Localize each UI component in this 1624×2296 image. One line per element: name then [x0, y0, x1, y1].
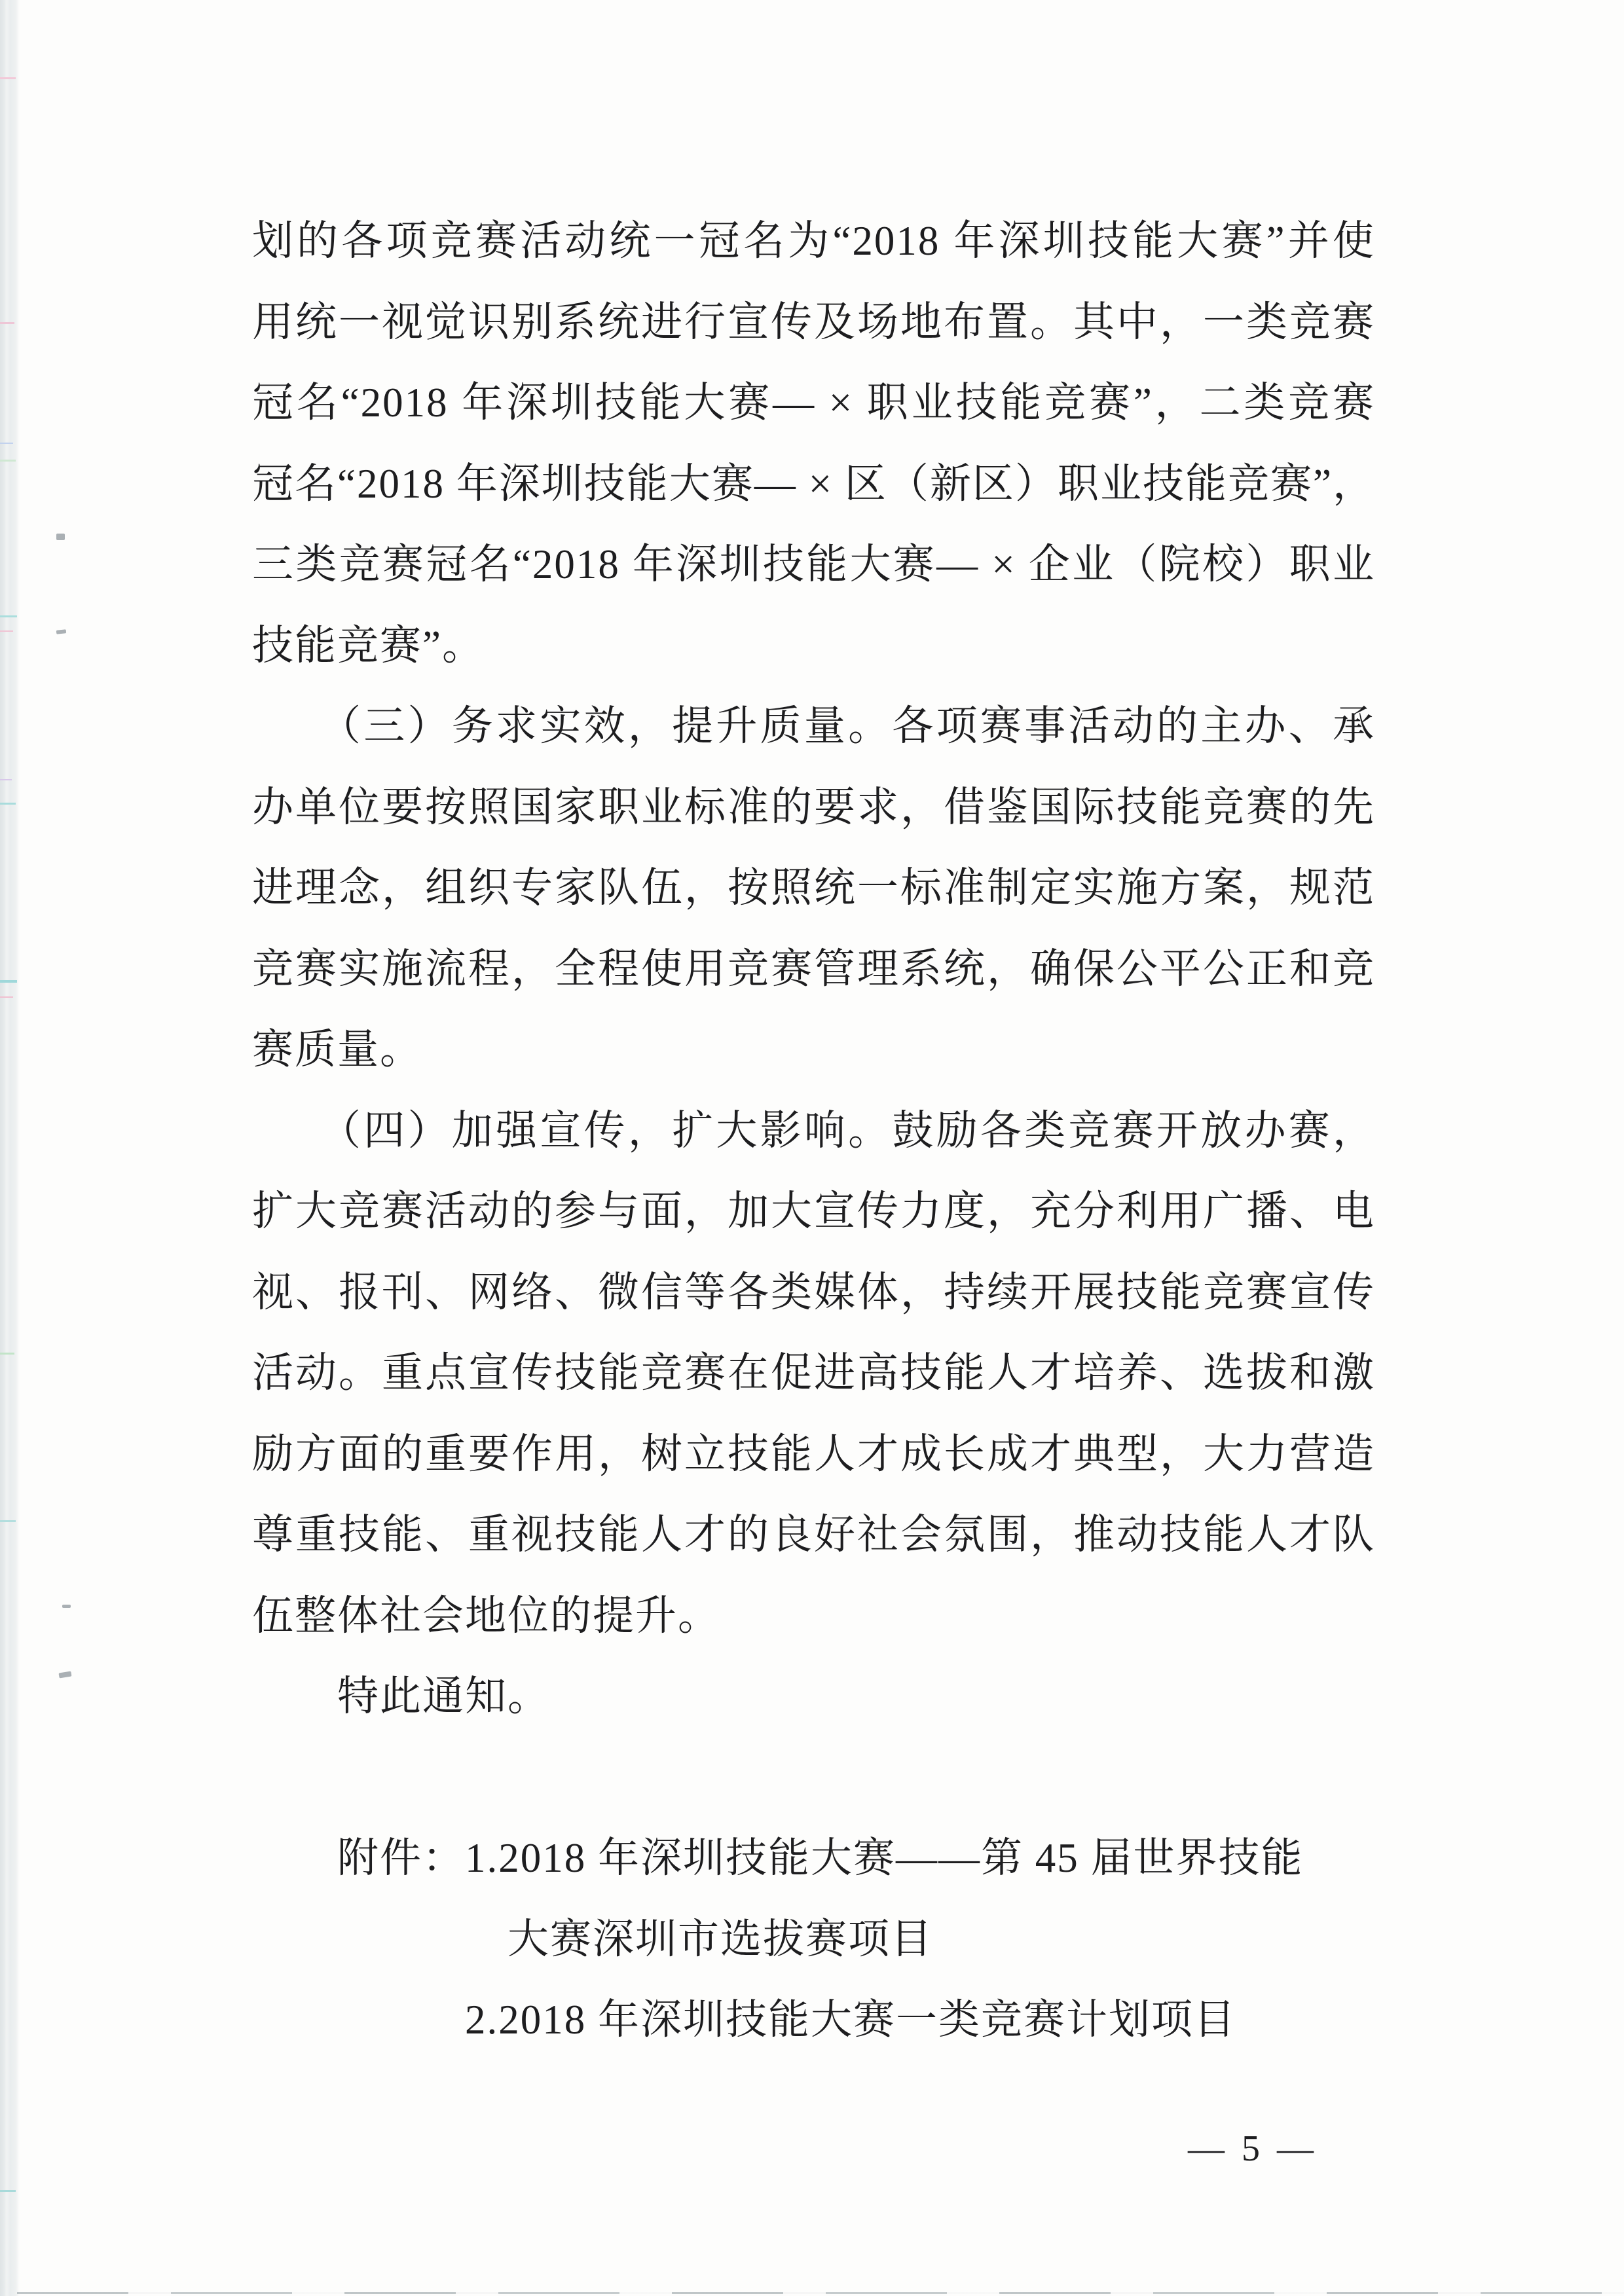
scan-fleck	[0, 803, 16, 805]
text-line: 励方面的重要作用，树立技能人才成长成才典型，大力营造	[252, 1430, 1375, 1477]
scan-fleck	[0, 1520, 16, 1522]
text-line: 伍整体社会地位的提升。	[252, 1592, 720, 1639]
text-line: 特此通知。	[252, 1673, 550, 1719]
text-line: 冠名“2018 年深圳技能大赛— × 职业技能竞赛”，二类竞赛	[252, 380, 1375, 426]
text-line: 办单位要按照国家职业标准的要求，借鉴国际技能竞赛的先	[252, 784, 1375, 830]
scan-smudge	[56, 629, 67, 634]
text-line: 附件：1.2018 年深圳技能大赛——第 45 届世界技能	[252, 1835, 1304, 1881]
scan-fleck	[0, 996, 13, 998]
text-line: 竞赛实施流程，全程使用竞赛管理系统，确保公平公正和竞	[252, 945, 1375, 992]
text-line	[252, 1738, 1375, 1819]
scan-smudge	[58, 1671, 71, 1679]
text-line: 划的各项竞赛活动统一冠名为“2018 年深圳技能大赛”并使	[252, 218, 1375, 264]
text-line: 尊重技能、重视技能人才的良好社会氛围，推动技能人才队	[252, 1512, 1375, 1558]
scan-fleck	[0, 460, 16, 462]
text-lines	[252, 201, 1375, 2061]
text-line: （三）务求实效，提升质量。各项赛事活动的主办、承	[252, 703, 1375, 749]
text-line: 活动。重点宣传技能竞赛在促进高技能人才培养、选拔和激	[252, 1350, 1375, 1396]
text-line: 技能竞赛”。	[252, 622, 485, 668]
text-line: 赛质量。	[252, 1027, 422, 1072]
scan-fleck	[0, 779, 12, 780]
scan-fleck	[0, 630, 13, 632]
text-line: 三类竞赛冠名“2018 年深圳技能大赛— × 企业（院校）职业	[252, 541, 1375, 587]
text-line: 视、报刊、网络、微信等各类媒体，持续开展技能竞赛宣传	[252, 1269, 1375, 1315]
text-line: 冠名“2018 年深圳技能大赛— × 区（新区）职业技能竞赛”，	[252, 460, 1375, 507]
scan-bottom-line	[17, 2292, 1624, 2294]
scan-fleck	[0, 980, 17, 983]
scan-edge-strip	[0, 0, 20, 2296]
page-number: — 5 —	[1188, 2128, 1318, 2169]
scan-fleck	[0, 615, 17, 617]
scan-smudge	[56, 534, 65, 540]
text-line: 进理念，组织专家队伍，按照统一标准制定实施方案，规范	[252, 865, 1375, 911]
text-line: 用统一视觉识别系统进行宣传及场地布置。其中，一类竞赛	[252, 299, 1375, 345]
text-line: 扩大竞赛活动的参与面，加大宣传力度，充分利用广播、电	[252, 1188, 1375, 1234]
scan-fleck	[0, 322, 14, 324]
text-line: （四）加强宣传，扩大影响。鼓励各类竞赛开放办赛，	[252, 1107, 1375, 1154]
scan-smudge	[62, 1605, 71, 1608]
scan-fleck	[0, 77, 16, 79]
text-line: 2.2018 年深圳技能大赛一类竞赛计划项目	[252, 1997, 1236, 2043]
scan-fleck	[0, 1353, 14, 1355]
scan-fleck	[0, 2190, 16, 2192]
text-line: 大赛深圳市选拔赛项目	[252, 1916, 933, 1962]
scan-fleck	[0, 443, 13, 444]
